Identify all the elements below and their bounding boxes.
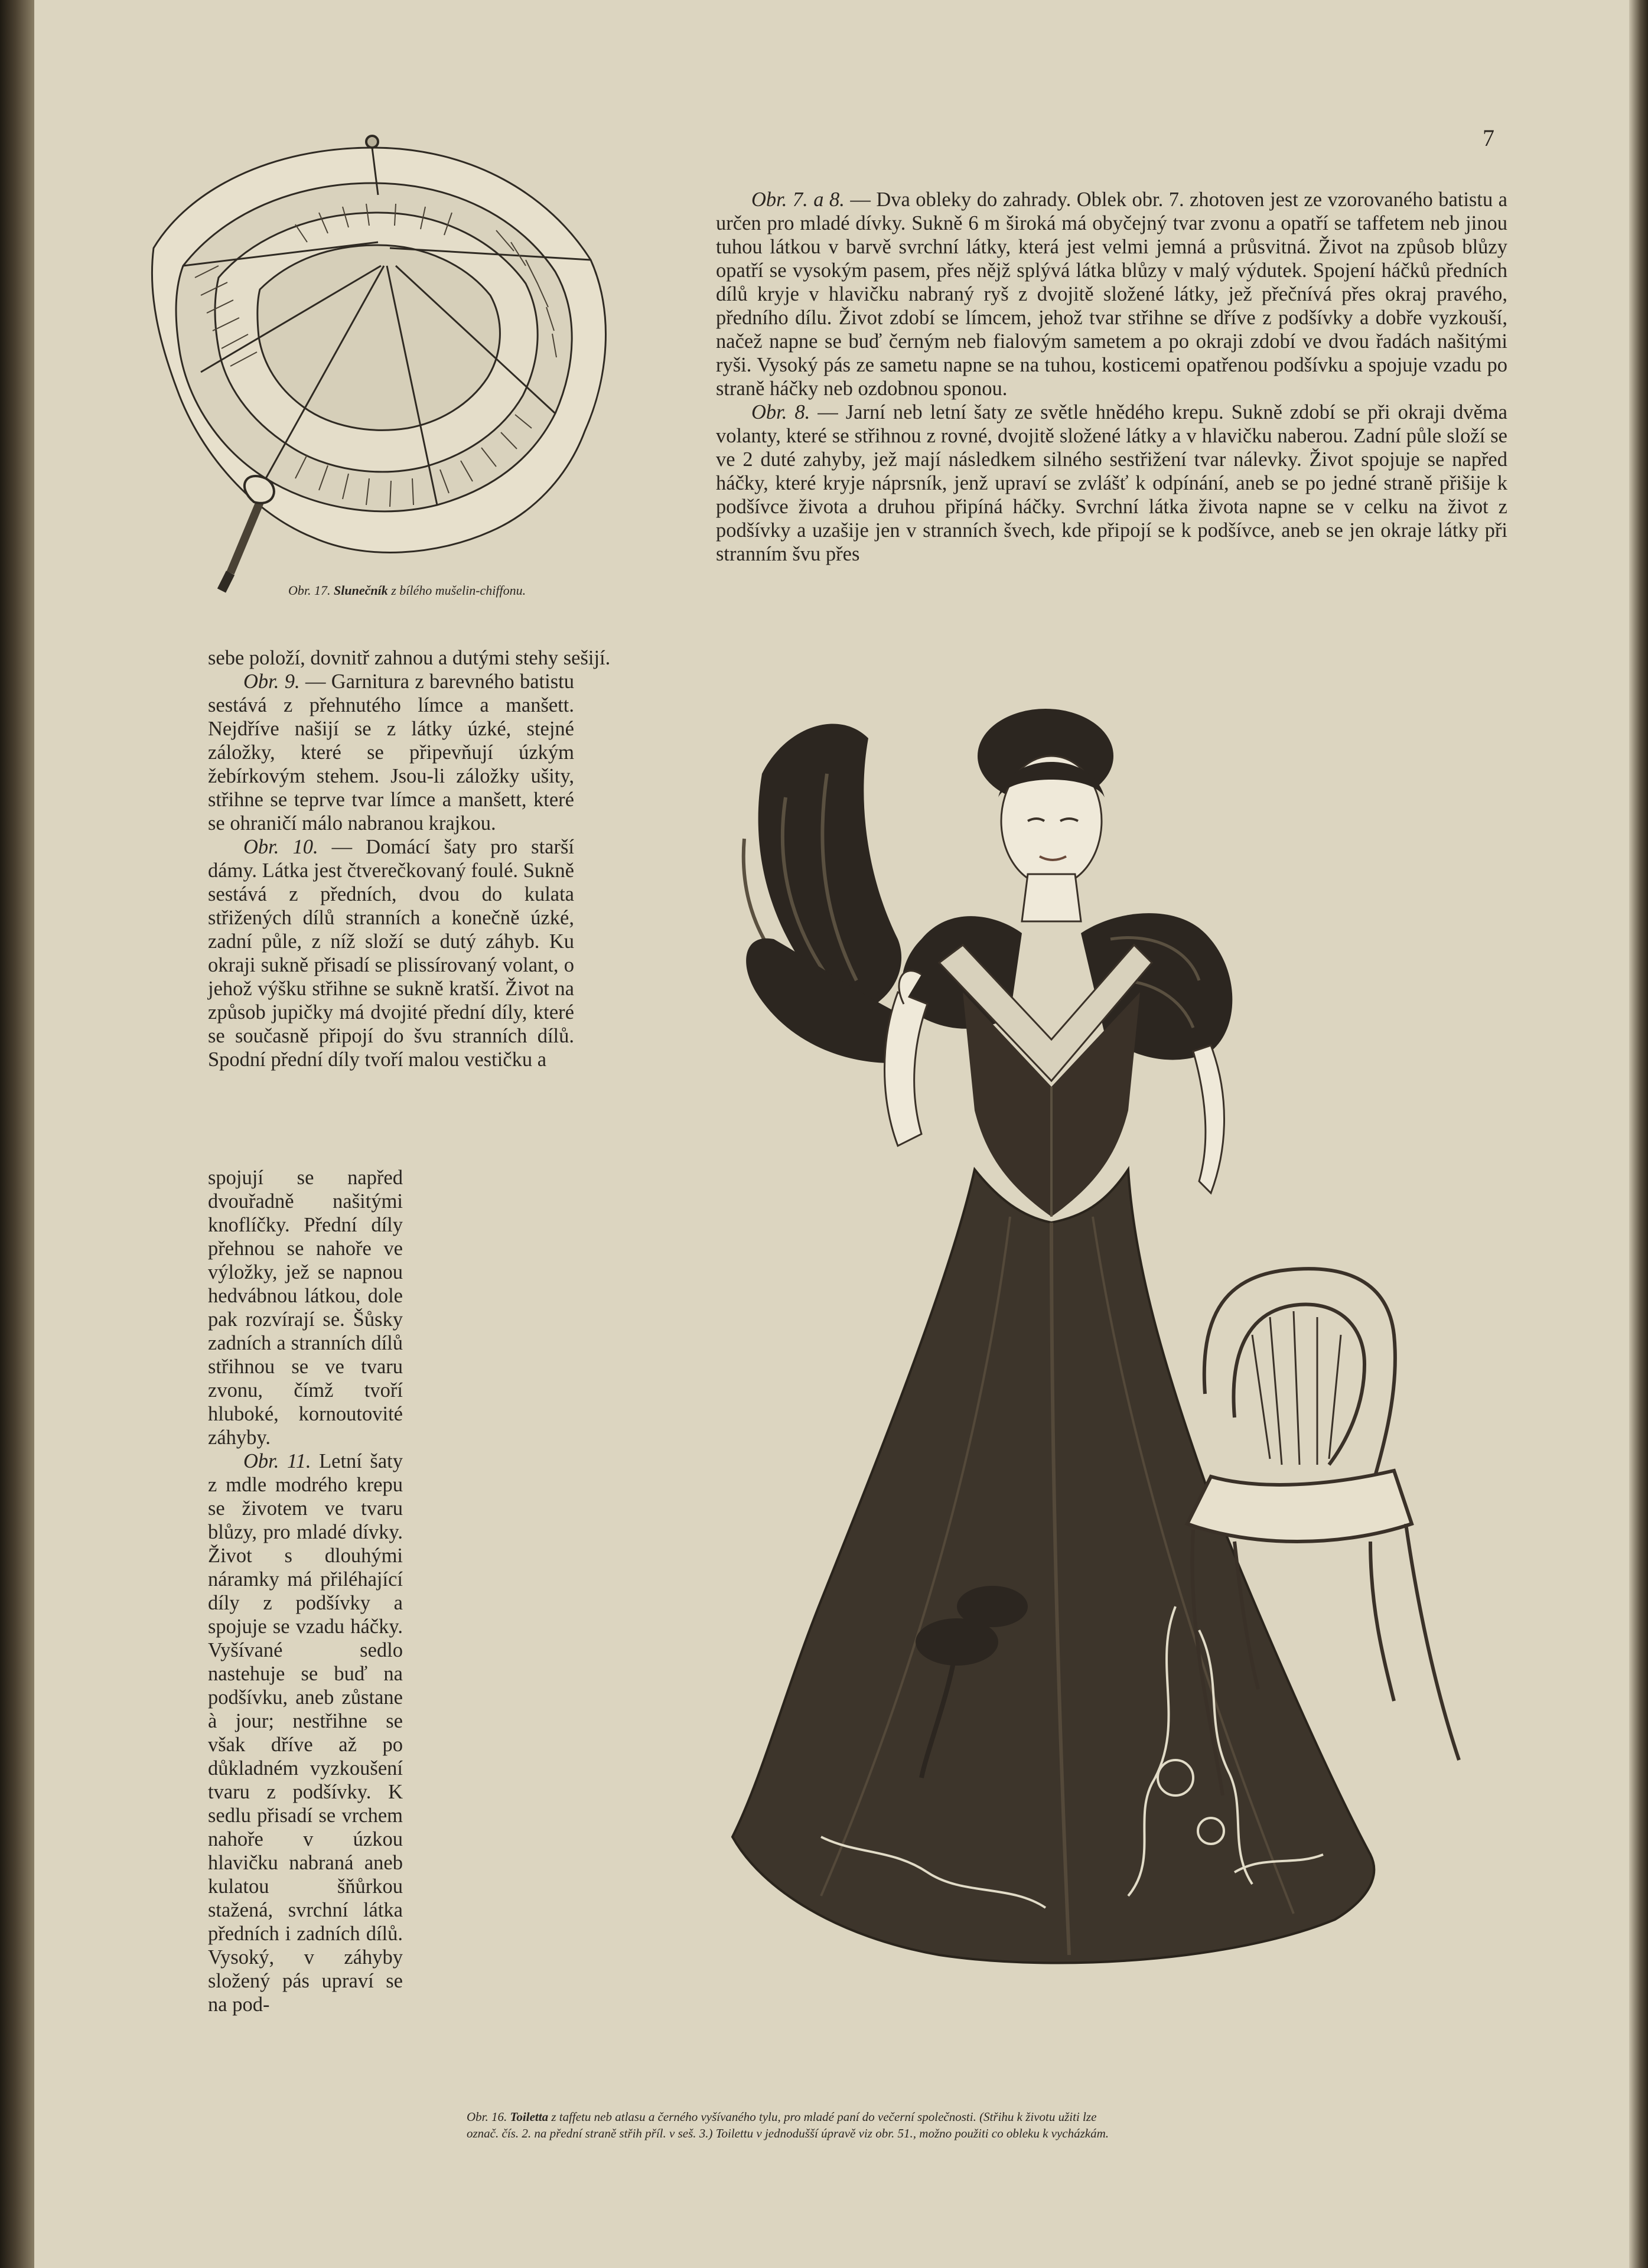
paragraph-obr-11 [208,1449,403,2016]
figure-16-caption [467,2109,1518,2142]
paragraph-label: Obr. 8. [751,401,810,423]
paragraph-body: — Dva obleky do zahrady. Oblek obr. 7. zhotoven jest ze vzorovaného batistu a určen pro mladé dívky. Sukně 6 m široká má obyčejný tvar zvonu a opatří se taffetem neb jinou tuhou látkou v barvě svrchní látky, která jest velmi jemná a průsvitná. Život na způsob blůzy opatří se vysokým pasem, přes nějž splývá látka blůzy v malý výdutek. Spojení háčků předních dílů kryje v hlavičku nabraný ryš z dvojitě složené látky, jež přečnívá přes okraj pravého, předního dílu. Život zdobí se límcem, jehož tvar střihne se dříve z podšívky a dobře vyzkouší, načež napne se buď černým neb fialovým sametem a po okraji zdobí ve dvou řadách našitými ryši. Vysoký pás ze sametu napne se na tuhou, kosticemi opatřenou podšívku a spojuje vzadu po straně háčky neb ozdobnou sponou. [716,188,1507,400]
page-binding-shadow [0,0,34,2268]
paragraph-label: Obr. 9. [243,670,300,693]
page-edge-shadow [1629,0,1648,2268]
parasol-illustration [118,124,650,597]
paragraph-obr-10-continued: spojují se napřed dvouřadně našitými knoflíčky. Přední díly přehnou se nahoře ve výložky, jež se napnou hedvábnou látkou, dole pak rozvírají se. Šůsky zadních a stranních dílů střihnou se ve tvaru zvonu, čímž tvoří hluboké, kornoutovité záhyby. [208,1166,403,1449]
paragraph-body: — Jarní neb letní šaty ze světle hnědého krepu. Sukně zdobí se při okraji dvěma volanty, které se střihnou z rovné, dvojitě složené látky a v hlavičku naberou. Zadní půle složí se ve 2 duté zahyby, jež mají následkem silného sestřižení tvar nálevky. Život spojuje se napřed háčky, které kryje náprsník, jenž upraví se zvlášť k odpínání, aneb se po jedné straně přišije k podšívce života a druhou připíná háčky. Svrchní látka života napne se v celku na život z podšívky a uzašije jen v stranních švech, kde připojí se k podšívce, aneb se jen okraje látky při stranním švu přes [716,401,1507,565]
evening-gown-illustration [644,685,1483,2091]
paragraph-obr-10 [208,835,574,1071]
paragraph-obr-9 [208,670,574,835]
paragraph-label: Obr. 7. a 8. [751,188,845,211]
text-column-left-narrow [208,1166,403,2016]
paragraph-body: — Garnitura z barevného batistu sestává z přehnutého límce a manšett. Nejdříve našijí se z látky úzké, stejné záložky, které se připevňují úzkým žebírkovým stehem. Jsou-li záložky ušity, střihne se teprve tvar límce a manšett, které se ohraničí málo nabranou krajkou. [208,670,574,835]
figure-16-caption-line-2: označ. čís. 2. na přední straně střih příl. v seš. 3.) Toilettu v jednodušší úpravě viz obr. 51., možno použiti co obleku k vycházkám. [467,2126,1109,2140]
text-column-left [208,670,574,1071]
paragraph-body: — Domácí šaty pro starší dámy. Látka jest čtverečkovaný foulé. Sukně sestává z předních, dvou do kulata střižených dílů stranních a konečně úzké, zadní půle, z níž složí se dutý záhyb. Ku okraji sukně přisadí se plissírovaný volant, o jehož výšku střihne se sukně kratší. Život na způsob jupičky má dvojité přední díly, které se současně připojí do švu stranních dílů. Spodní přední díly tvoří malou vestičku a [208,836,574,1071]
paragraph-label: Obr. 10. [243,836,318,858]
figure-17-description: z bílého mušelin-chiffonu. [391,583,526,598]
figure-16-label: Obr. 16. [467,2110,507,2124]
feather-fan-icon [744,724,904,1063]
figure-16-caption-line-1 [467,2109,1518,2125]
text-column-right-top [716,188,1507,566]
figure-16-title: Toiletta [510,2110,549,2124]
figure-17-title: Slunečník [334,583,388,598]
figure-17-label: Obr. 17. [288,583,331,598]
paragraph-label: Obr. 11. [243,1450,311,1472]
page-number: 7 [1483,125,1494,151]
paragraph-obr-7-8 [716,188,1507,400]
paragraph-body: Letní šaty z mdle modrého krepu se životem ve tvaru blůzy, pro mladé dívky. Život s dlouhými náramky má přiléhající díly z podšívky a spojuje se vzadu háčky. Vyšívané sedlo nastehuje se buď na podšívku, aneb zůstane à jour; nestřihne se však dříve až po důkladném vyzkoušení tvaru z podšívky. K sedlu přisadí se vrchem nahoře v úzkou hlavičku nabraná aneb kulatou šňůrkou stažená, svrchní látka předních i zadních dílů. Vysoký, v záhyby složený pás upraví se na pod- [208,1450,403,2016]
figure-16-description: z taffetu neb atlasu a černého vyšívaného tylu, pro mladé paní do večerní společnosti. (Střihu k životu užiti lze [551,2110,1097,2124]
continuation-line: sebe položí, dovnitř zahnou a dutými stehy sešijí. [208,647,611,669]
figure-17-caption [288,582,654,599]
paragraph-obr-8 [716,400,1507,566]
